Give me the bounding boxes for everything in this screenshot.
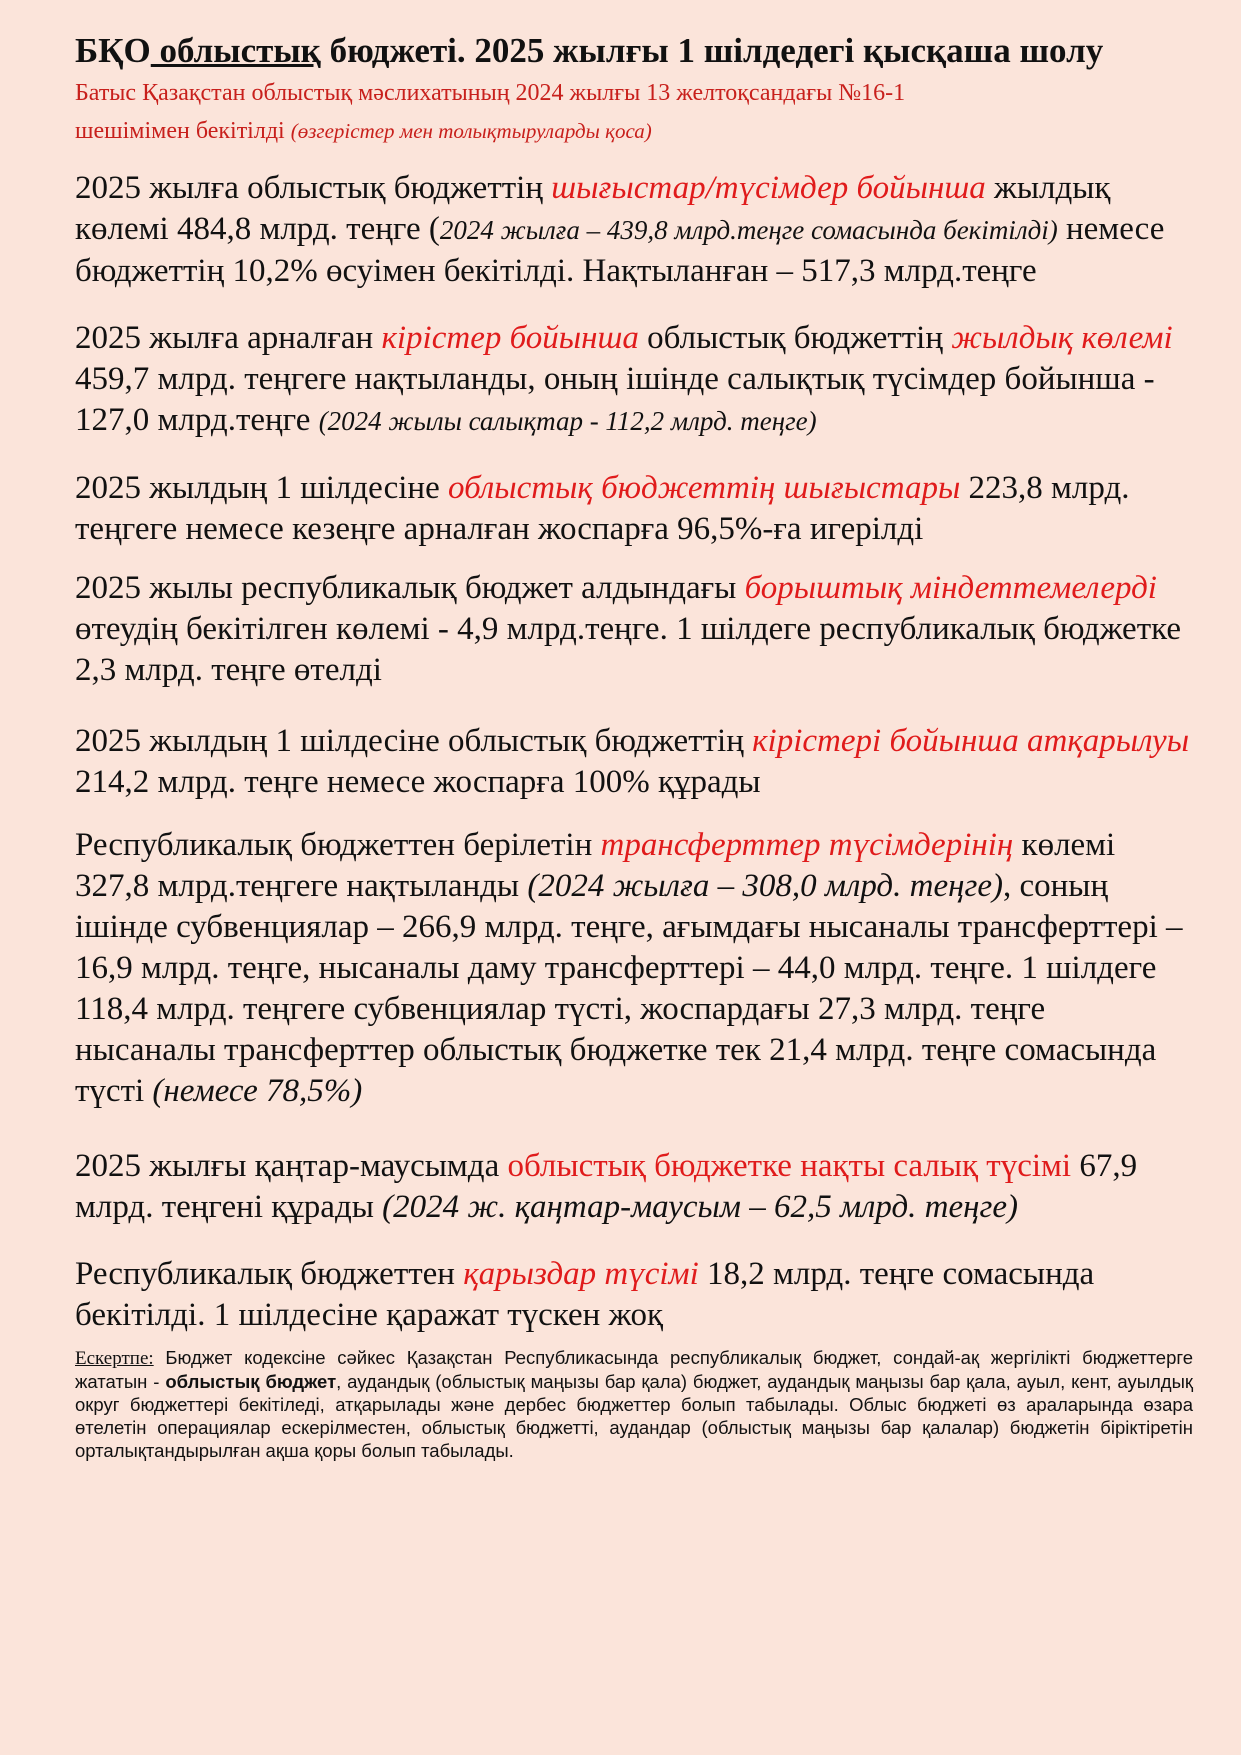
p7-note: (2024 ж. қаңтар-маусым – 62,5 млрд. теңге) <box>382 1189 1019 1225</box>
p1-highlight: шығыстар/түсімдер бойынша <box>551 170 986 206</box>
p5-highlight: кірістері бойынша атқарылуы <box>752 723 1190 759</box>
p4-text-a: 2025 жылы республикалық бюджет алдындағы <box>75 570 745 606</box>
paragraph-expenditure-volume <box>75 168 1193 292</box>
p2-note: (2024 жылы салықтар - 112,2 млрд. теңге) <box>318 406 817 436</box>
p7-text-a: 2025 жылғы қаңтар-маусымда <box>75 1148 508 1184</box>
p4-highlight: борыштық міндеттемелерді <box>744 570 1157 606</box>
p6-note-1: (2024 жылға – 308,0 млрд. теңге) <box>527 868 1003 904</box>
p2-text-c: 459,7 млрд. теңгеге нақтыланды, оның ішінде салықтық түсімдер бойынша - 127,0 млрд.теңге <box>75 361 1155 438</box>
p8-text-b: 18,2 млрд. теңге сомасында бекітілді. 1 шілдесіне қаражат түскен жоқ <box>75 1256 1095 1333</box>
footnote-text-a: Бюджет кодексіне сәйкес Қазақстан Республикасында республикалық бюджет, сондай-ақ жергілікті бюджеттерге жататын - <box>75 1347 1193 1392</box>
footnote-bold: облыстық бюджет <box>165 1371 337 1392</box>
p3-text-b: 223,8 млрд. теңгеге немесе кезеңге арналған жоспарға 96,5%-ға игерілді <box>75 470 1130 547</box>
p6-note-2: (немесе 78,5%) <box>152 1073 363 1109</box>
p3-highlight: облыстық бюджеттің шығыстары <box>448 470 961 506</box>
paragraph-loans <box>75 1254 1193 1336</box>
title-underlined: облыстық <box>150 31 321 70</box>
p2-highlight-1: кірістер бойынша <box>381 320 639 356</box>
subtitle-line2: шешімімен бекітілді <box>75 118 285 144</box>
p5-text-a: 2025 жылдың 1 шілдесіне облыстық бюджеттің <box>75 723 753 759</box>
p6-text-c: , соның ішінде субвенциялар – 266,9 млрд. теңге, ағымдағы нысаналы трансферттері – 16,9 млрд. теңге, нысаналы даму трансферттері – 44,0 млрд. теңге. 1 шілдеге 118,4 млрд. теңгеге субвенциялар түсті, жоспардағы 27,3 млрд. теңге нысаналы трансферттер облыстық бюджетке тек 21,4 млрд. теңге сомасында түсті <box>75 868 1183 1109</box>
p1-text-b: жылдық көлемі 484,8 млрд. теңге ( <box>75 170 1111 247</box>
p1-note: 2024 жылға – 439,8 млрд.теңге сомасында бекітілді) <box>439 215 1058 245</box>
p7-highlight: облыстық бюджетке нақты салық түсімі <box>507 1148 1072 1184</box>
p3-text-a: 2025 жылдың 1 шілдесіне <box>75 470 448 506</box>
footnote <box>75 1346 1193 1462</box>
p4-text-b: өтеудің бекітілген көлемі - 4,9 млрд.теңге. 1 шілдеге республикалық бюджетке 2,3 млрд. теңге өтелді <box>75 611 1181 688</box>
paragraph-debt-obligations <box>75 568 1193 691</box>
p6-highlight: трансферттер түсімдерінің <box>600 827 1014 863</box>
p6-text-b: көлемі 327,8 млрд.теңгеге нақтыланды <box>75 827 1116 904</box>
subtitle-line1: Батыс Қазақстан облыстық мәслихатының 2024 жылғы 13 желтоқсандағы №16-1 <box>75 80 906 106</box>
p1-text-a: 2025 жылға облыстық бюджеттің <box>75 170 552 206</box>
paragraph-transfers <box>75 825 1193 1112</box>
paragraph-expenditure-execution <box>75 468 1193 550</box>
p1-text-c: немесе бюджеттің 10,2% өсуімен бекітілді. Нақтыланған – 517,3 млрд.теңге <box>75 211 1165 289</box>
footnote-text-b: , аудандық (облыстық маңызы бар қала) бюджет, аудандық маңызы бар қала, ауыл, кент, ауылдық округ бюджеттері бекітіледі, атқарылады және дербес бюджеттер болып табылады. Облыс бюджеті өз араларында өзара өтелетін операциялар ескерілместен, облыстық бюджетті, аудандар (облыстық маңызы бар қалалар) бюджетін біріктіретін орталықтандырылған ақша қоры болып табылады. <box>75 1371 1193 1461</box>
p7-text-b: 67,9 млрд. теңгені құрады <box>75 1148 1138 1225</box>
subtitle <box>75 74 1193 150</box>
paragraph-revenue-volume <box>75 318 1193 442</box>
footnote-label: Ескертпе: <box>75 1348 154 1369</box>
p8-highlight: қарыздар түсімі <box>463 1256 699 1292</box>
title-region: БҚО <box>75 31 151 70</box>
p5-text-b: 214,2 млрд. теңге немесе жоспарға 100% құрады <box>75 764 761 800</box>
p2-text-b: облыстық бюджеттің <box>638 320 952 356</box>
p6-text-a: Республикалық бюджеттен берілетін <box>75 827 601 863</box>
p2-highlight-2: жылдық көлемі <box>951 320 1173 356</box>
paragraph-revenue-execution <box>75 721 1193 803</box>
page-title <box>75 28 1193 74</box>
subtitle-note: (өзгерістер мен толықтыруларды қоса) <box>290 119 652 143</box>
paragraph-tax-receipts <box>75 1146 1193 1228</box>
p8-text-a: Республикалық бюджеттен <box>75 1256 464 1292</box>
title-rest: бюджеті. 2025 жылғы 1 шілдедегі қысқаша шолу <box>320 31 1104 70</box>
p2-text-a: 2025 жылға арналған <box>75 320 382 356</box>
